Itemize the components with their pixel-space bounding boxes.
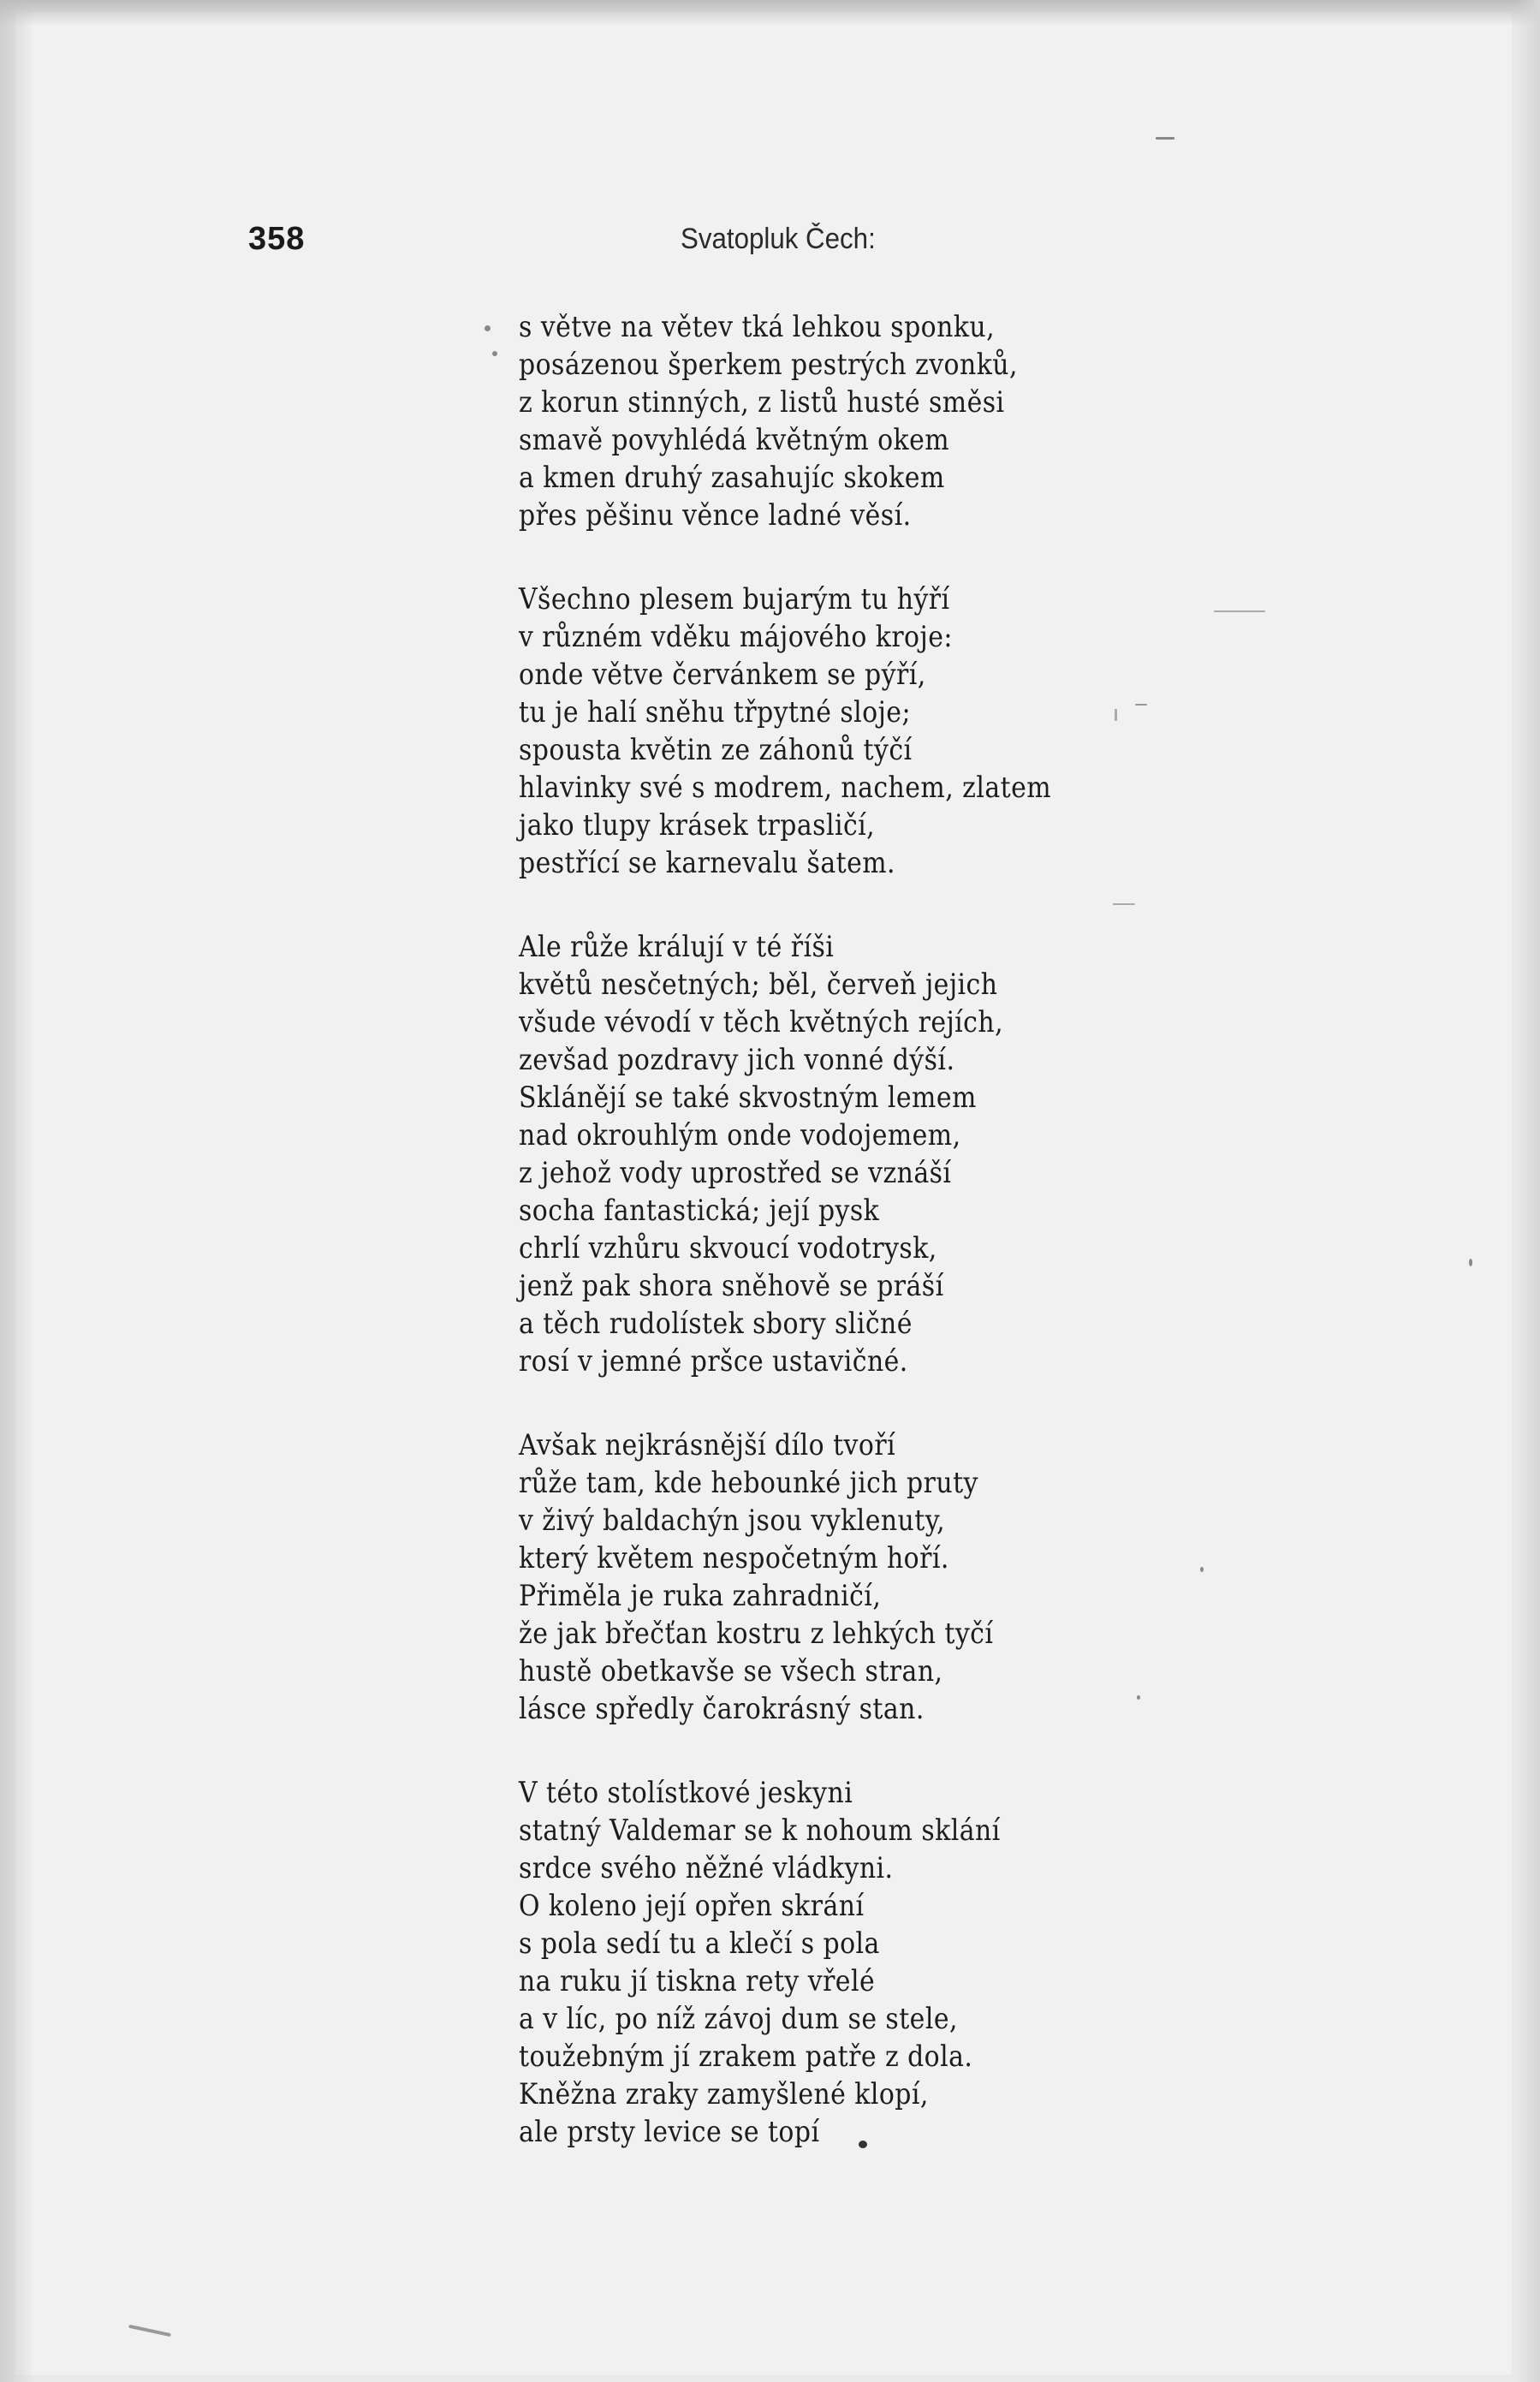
poem-line: a v líc, po níž závoj dum se stele, (519, 2002, 958, 2036)
poem-line: onde větve červánkem se pýří, (519, 658, 926, 692)
poem-line: hlavinky své s modrem, nachem, zlatem (519, 771, 1052, 805)
poem-line: statný Valdemar se k nohoum sklání (519, 1813, 1001, 1848)
poem-line: Všechno plesem bujarým tu hýří (519, 582, 950, 616)
poem-line: srdce svého něžné vládkyni. (519, 1851, 894, 1885)
poem-line: a těch rudolístek sbory sličné (519, 1307, 913, 1341)
poem-line: lásce spředly čarokrásný stan. (519, 1692, 925, 1726)
poem-line: přes pěšinu věnce ladné věsí. (519, 498, 912, 533)
poem-line: pestřící se karnevalu šatem. (519, 846, 895, 880)
poem-line: rosí v jemné pršce ustavičné. (519, 1344, 908, 1379)
poem-line: a kmen druhý zasahujíc skokem (519, 461, 945, 495)
stanza (519, 928, 1169, 1380)
poem-line: toužebným jí zrakem patře z dola. (519, 2040, 973, 2074)
paper-speck (1469, 1259, 1472, 1266)
poem-line: Kněžna zraky zamyšlené klopí, (519, 2077, 929, 2111)
stanza (519, 1774, 1169, 2151)
poem-line: smavě povyhlédá květným okem (519, 423, 950, 457)
poem-body (519, 308, 1169, 2197)
poem-line: který květem nespočetným hoří. (519, 1541, 949, 1575)
poem-line: s větve na větev tká lehkou sponku, (519, 310, 996, 344)
right-edge-shadow (1516, 0, 1540, 2382)
poem-line: Ale růže králují v té říši (519, 930, 835, 964)
paper-speck (492, 351, 497, 356)
paper-speck (1113, 903, 1135, 905)
paper-speck (1156, 137, 1174, 140)
poem-line: Sklánějí se také skvostným lemem (519, 1081, 977, 1115)
poem-line: tu je halí sněhu třpytné sloje; (519, 695, 911, 729)
poem-line: O koleno její opřen skrání (519, 1889, 865, 1923)
poem-line: ale prsty levice se topí (519, 2115, 820, 2149)
poem-line: Přiměla je ruka zahradničí, (519, 1579, 882, 1613)
poem-line: zevšad pozdravy jich vonné dýší. (519, 1043, 955, 1077)
poem-line: že jak břečťan kostru z lehkých tyčí (519, 1617, 994, 1651)
poem-line: jenž pak shora sněhově se práší (519, 1269, 944, 1303)
paper-speck (1115, 709, 1117, 721)
running-title: Svatopluk Čech: (681, 223, 876, 255)
page-header (0, 221, 1540, 272)
stanza (519, 308, 1169, 534)
poem-line: všude vévodí v těch květných rejích, (519, 1005, 1004, 1039)
poem-line: na ruku jí tiskna rety vřelé (519, 1964, 876, 1998)
paper-speck (1200, 1567, 1204, 1572)
poem-line: socha fantastická; její pysk (519, 1194, 880, 1228)
poem-line: s pola sedí tu a klečí s pola (519, 1926, 880, 1961)
poem-line: posázenou šperkem pestrých zvonků, (519, 348, 1018, 382)
poem-line: květů nesčetných; běl, červeň jejich (519, 968, 998, 1002)
top-edge-shadow (0, 0, 1540, 26)
spine-shadow (0, 0, 34, 2382)
poem-line: z korun stinných, z listů husté směsi (519, 385, 1005, 420)
paper-speck (485, 325, 491, 331)
stanza (519, 1426, 1169, 1728)
poem-line: nad okrouhlým onde vodojemem, (519, 1118, 961, 1152)
paper-speck (1137, 1695, 1140, 1700)
poem-line: V této stolístkové jeskyni (519, 1776, 853, 1810)
poem-line: v různém vděku májového kroje: (519, 620, 953, 654)
poem-line: z jehož vody uprostřed se vznáší (519, 1156, 952, 1190)
poem-line: v živý baldachýn jsou vyklenuty, (519, 1504, 946, 1538)
page-number: 358 (248, 221, 306, 257)
poem-line: jako tlupy krásek trpasličí, (519, 808, 876, 843)
poem-line: hustě obetkavše se všech stran, (519, 1654, 943, 1688)
poem-line: růže tam, kde hebounké jich pruty (519, 1466, 978, 1500)
stanza (519, 581, 1169, 882)
poem-line: chrlí vzhůru skvoucí vodotrysk, (519, 1231, 937, 1265)
paper-speck (1135, 704, 1147, 706)
poem-line: spousta květin ze záhonů týčí (519, 733, 913, 767)
poem-line: Avšak nejkrásnější dílo tvoří (519, 1428, 896, 1462)
paper-speck (1214, 610, 1265, 612)
paper-speck (859, 2141, 867, 2148)
